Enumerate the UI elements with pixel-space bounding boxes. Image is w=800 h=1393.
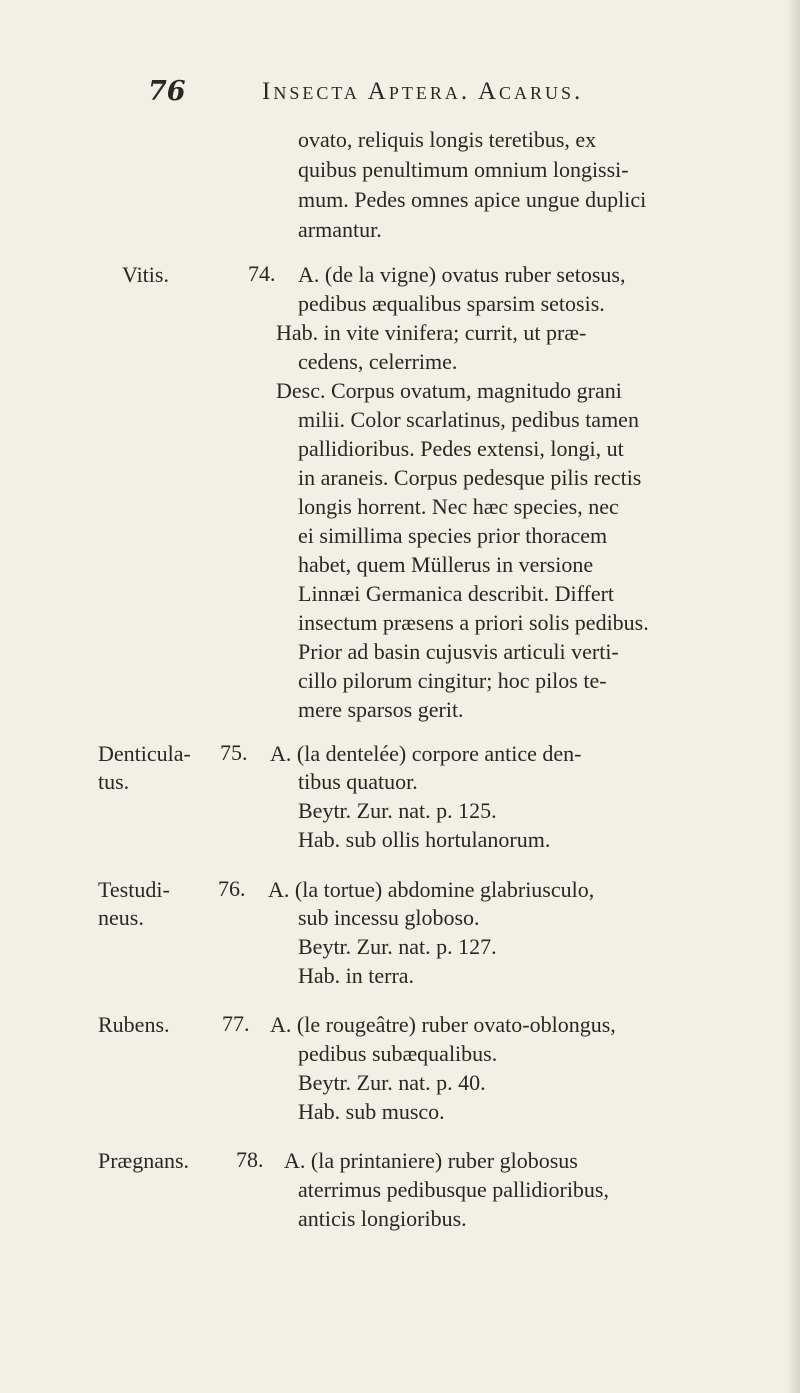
entry-line: Hab. in terra. [298,963,415,988]
entry-label: Denticula- [98,741,191,766]
entry-line: in araneis. Corpus pedesque pilis rectis [298,465,642,490]
entry-line: Hab. sub ollis hortulanorum. [298,827,551,852]
entry-line: A. (la printaniere) ruber globosus [284,1148,578,1173]
entry-line: sub incessu globoso. [298,905,480,930]
entry-line: A. (de la vigne) ovatus ruber setosus, [298,262,626,287]
entry-line: A. (la dentelée) corpore antice den- [270,741,582,766]
entry-number: 77. [222,1011,250,1036]
entry-line: Hab. sub musco. [298,1099,445,1124]
entry-label-continued: neus. [98,905,144,930]
entry-number: 76. [218,876,246,901]
entry-label: Vitis. [122,262,169,287]
intro-line: armantur. [298,217,382,242]
entry-line: cillo pilorum cingitur; hoc pilos te- [298,668,607,693]
entry-label: Testudi- [98,877,170,902]
entry-line: longis horrent. Nec hæc species, nec [298,494,619,519]
entry-line: Hab. in vite vinifera; currit, ut præ- [276,320,587,345]
intro-line: quibus penultimum omnium longissi- [298,157,629,182]
page-edge-shadow [786,0,800,1393]
entry-line: ei simillima species prior thoracem [298,523,608,548]
page-number: 76 [148,76,186,107]
entry-line: A. (le rougeâtre) ruber ovato-oblongus, [270,1012,616,1037]
entry-line: Beytr. Zur. nat. p. 127. [298,934,497,959]
intro-line: ovato, reliquis longis teretibus, ex [298,127,597,152]
entry-line: Beytr. Zur. nat. p. 125. [298,798,497,823]
entry-line: milii. Color scarlatinus, pedibus tamen [298,407,639,432]
entry-label-continued: tus. [98,769,130,794]
entry-line: pallidioribus. Pedes extensi, longi, ut [298,436,624,461]
entry-line: pedibus æqualibus sparsim setosis. [298,291,605,316]
entry-line: Prior ad basin cujusvis articuli verti- [298,639,619,664]
entry-number: 74. [248,261,276,286]
entry-line: mere sparsos gerit. [298,697,464,722]
running-head: Insecta Aptera. Acarus. [262,78,584,105]
intro-line: mum. Pedes omnes apice ungue duplici [298,187,647,212]
entry-line: habet, quem Müllerus in versione [298,552,594,577]
entry-line: cedens, celerrime. [298,349,458,374]
entry-label: Prægnans. [98,1148,190,1173]
entry-line: Desc. Corpus ovatum, magnitudo grani [276,378,622,403]
entry-line: anticis longioribus. [298,1206,467,1231]
entry-line: A. (la tortue) abdomine glabriusculo, [268,877,595,902]
entry-line: tibus quatuor. [298,769,418,794]
entry-line: pedibus subæqualibus. [298,1041,498,1066]
entry-line: insectum præsens a priori solis pedibus. [298,610,649,635]
page-header [0,76,800,116]
entry-line: aterrimus pedibusque pallidioribus, [298,1177,609,1202]
entry-number: 75. [220,740,248,765]
entry-line: Linnæi Germanica describit. Differt [298,581,615,606]
entry-label: Rubens. [98,1012,170,1037]
entry-number: 78. [236,1147,264,1172]
entry-line: Beytr. Zur. nat. p. 40. [298,1070,486,1095]
